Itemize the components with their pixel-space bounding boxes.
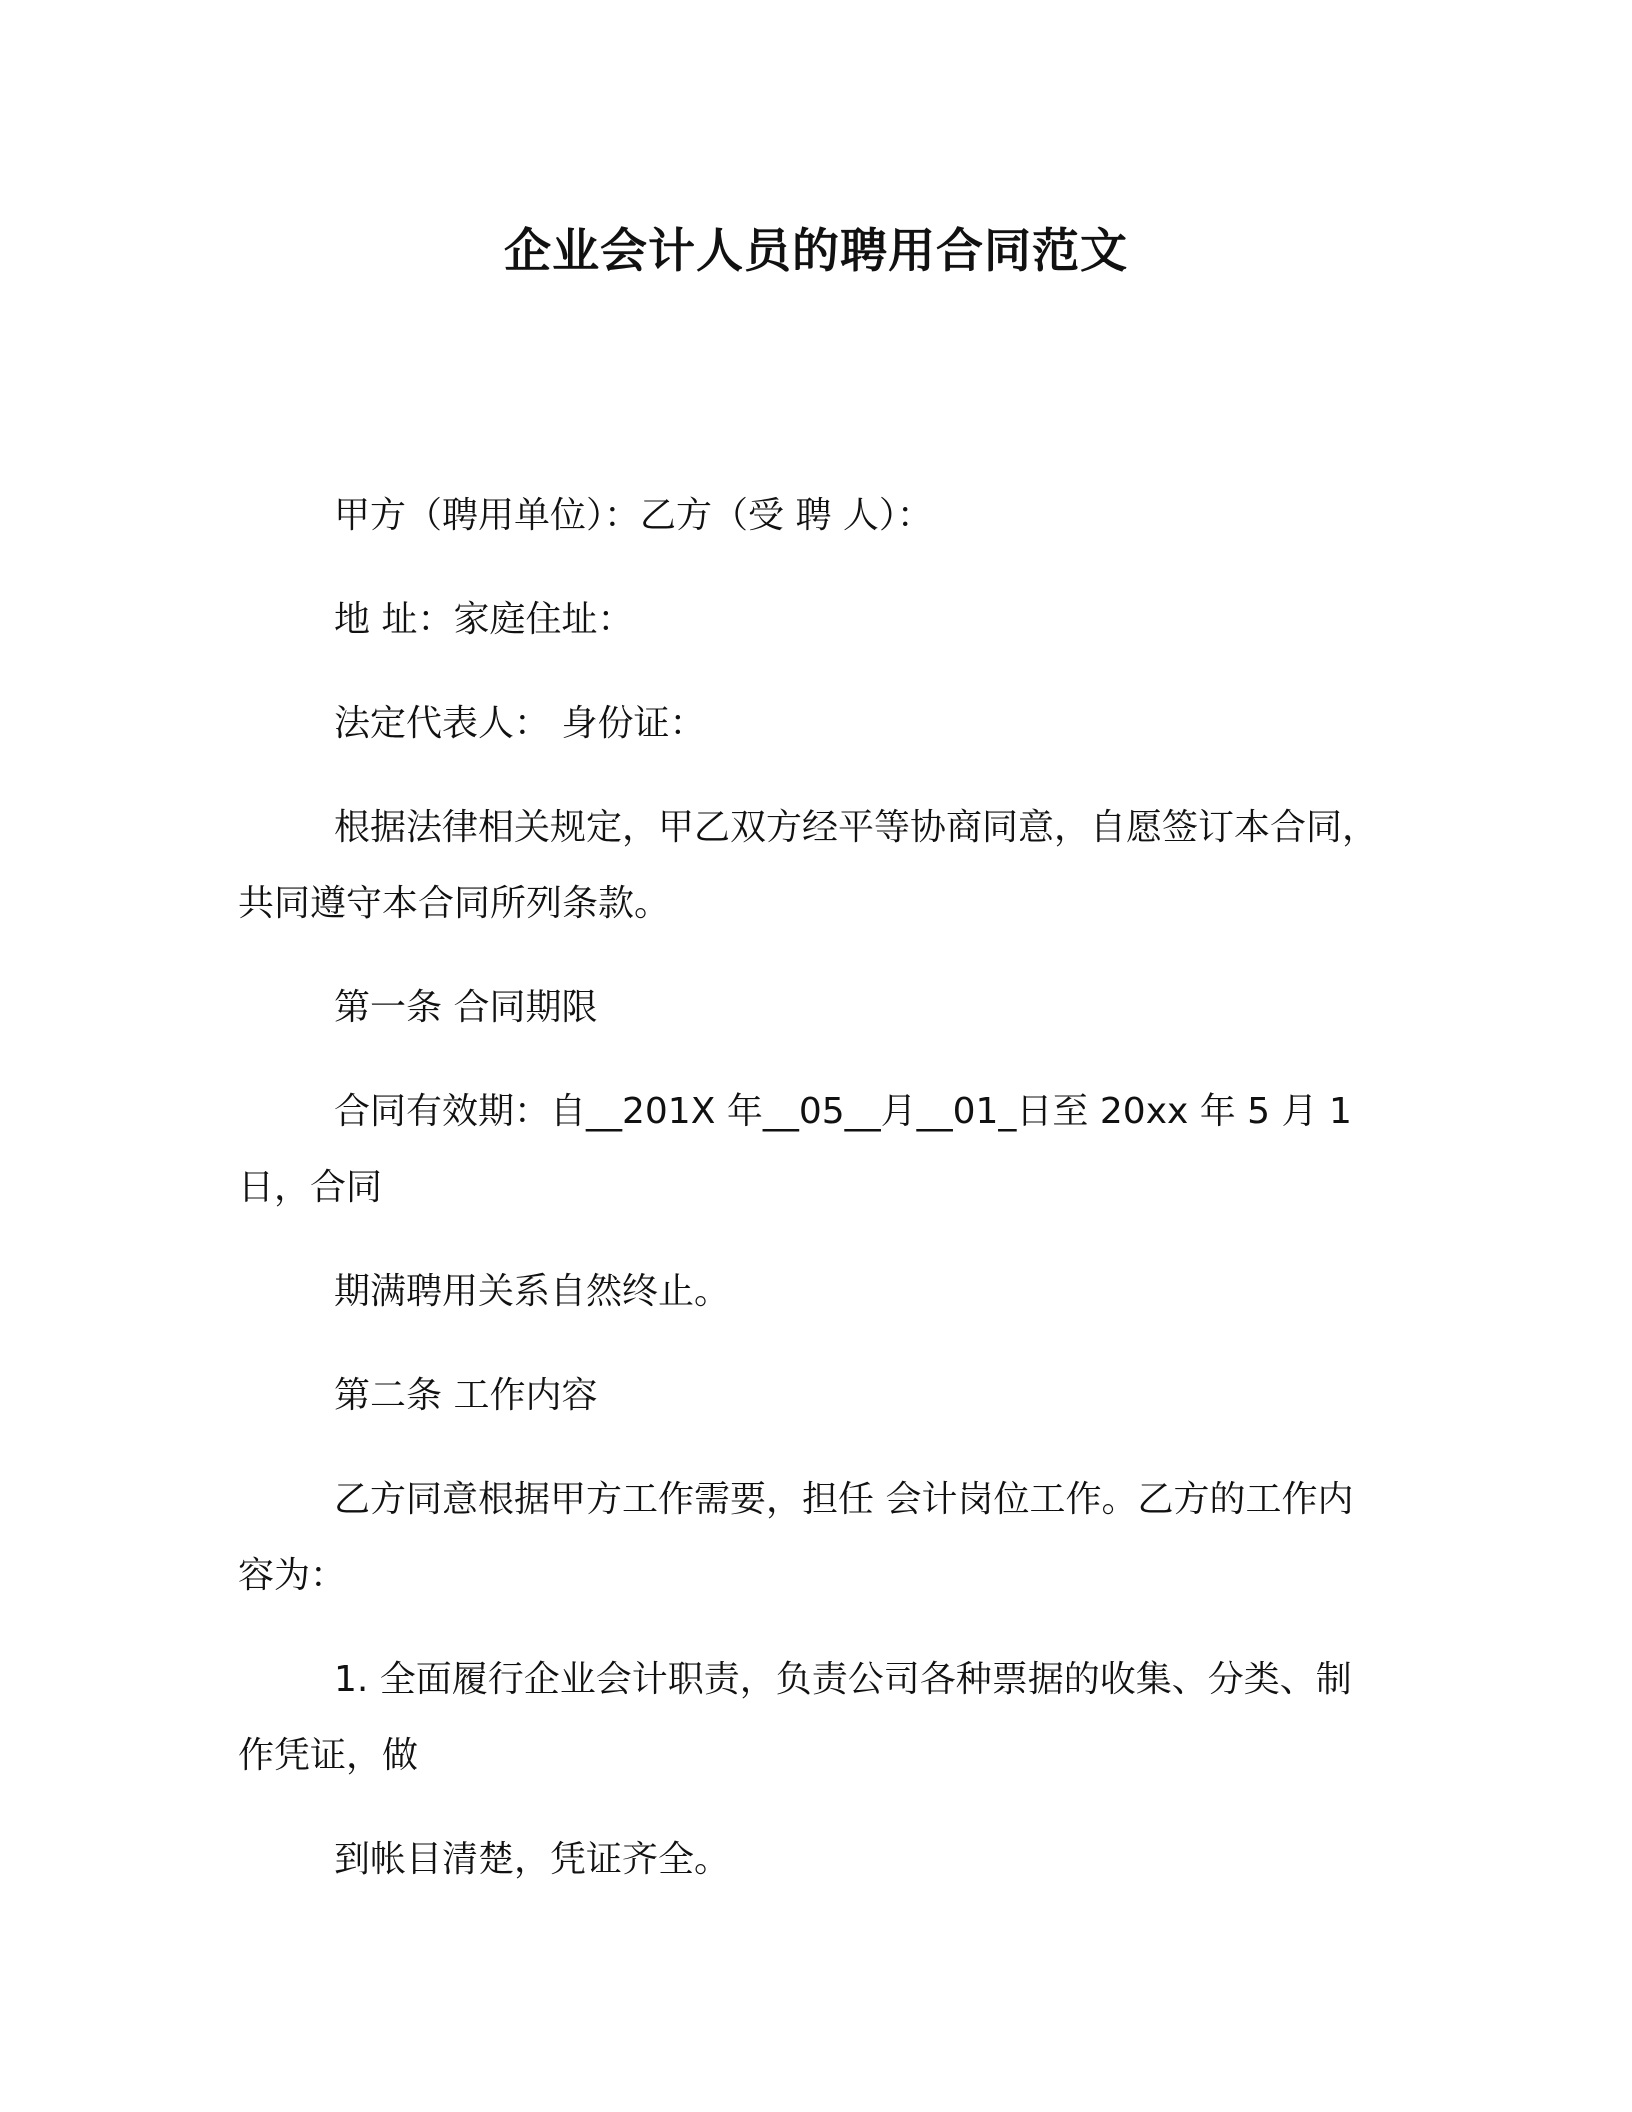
- term-paragraph: [238, 1074, 1398, 1226]
- work-content-paragraph: [238, 1462, 1398, 1614]
- duty-one-continuation: [238, 1822, 1398, 1898]
- term-line-2: 日，合同: [238, 1167, 383, 1208]
- work-content-line-1: 乙方同意根据甲方工作需要，担任 会计岗位工作。乙方的工作内: [334, 1479, 1354, 1520]
- article-two-heading: [238, 1358, 1398, 1434]
- term-end-line: [238, 1254, 1398, 1330]
- address-line: [238, 582, 1398, 658]
- article-one-text: 第一条 合同期限: [334, 987, 598, 1028]
- preamble-line-1: 根据法律相关规定，甲乙双方经平等协商同意，自愿签订本合同，: [334, 807, 1379, 848]
- work-content-line-2: 容为：: [238, 1555, 347, 1596]
- party-text: 甲方（聘用单位）：乙方（受 聘 人）：: [334, 495, 933, 536]
- term-line-1: 合同有效期：自__201X 年__05__月__01_日至 20xx 年 5 月 1: [334, 1091, 1352, 1132]
- legal-rep-text: 法定代表人： 身份证：: [334, 703, 706, 744]
- preamble-line-2: 共同遵守本合同所列条款。: [238, 883, 671, 924]
- preamble-paragraph: [238, 790, 1398, 942]
- term-end-text: 期满聘用关系自然终止。: [334, 1271, 731, 1312]
- legal-rep-line: [238, 686, 1398, 762]
- party-line: [238, 478, 1398, 554]
- address-text: 地 址：家庭住址：: [334, 599, 634, 640]
- document-title: 企业会计人员的聘用合同范文: [504, 224, 1128, 279]
- duty-one-line-2: 作凭证，做: [238, 1735, 419, 1776]
- duty-one-paragraph: [238, 1642, 1398, 1794]
- article-one-heading: [238, 970, 1398, 1046]
- duty-one-continuation-text: 到帐目清楚，凭证齐全。: [334, 1839, 731, 1880]
- article-two-text: 第二条 工作内容: [334, 1375, 598, 1416]
- duty-one-line-1: 1. 全面履行企业会计职责，负责公司各种票据的收集、分类、制: [334, 1659, 1352, 1700]
